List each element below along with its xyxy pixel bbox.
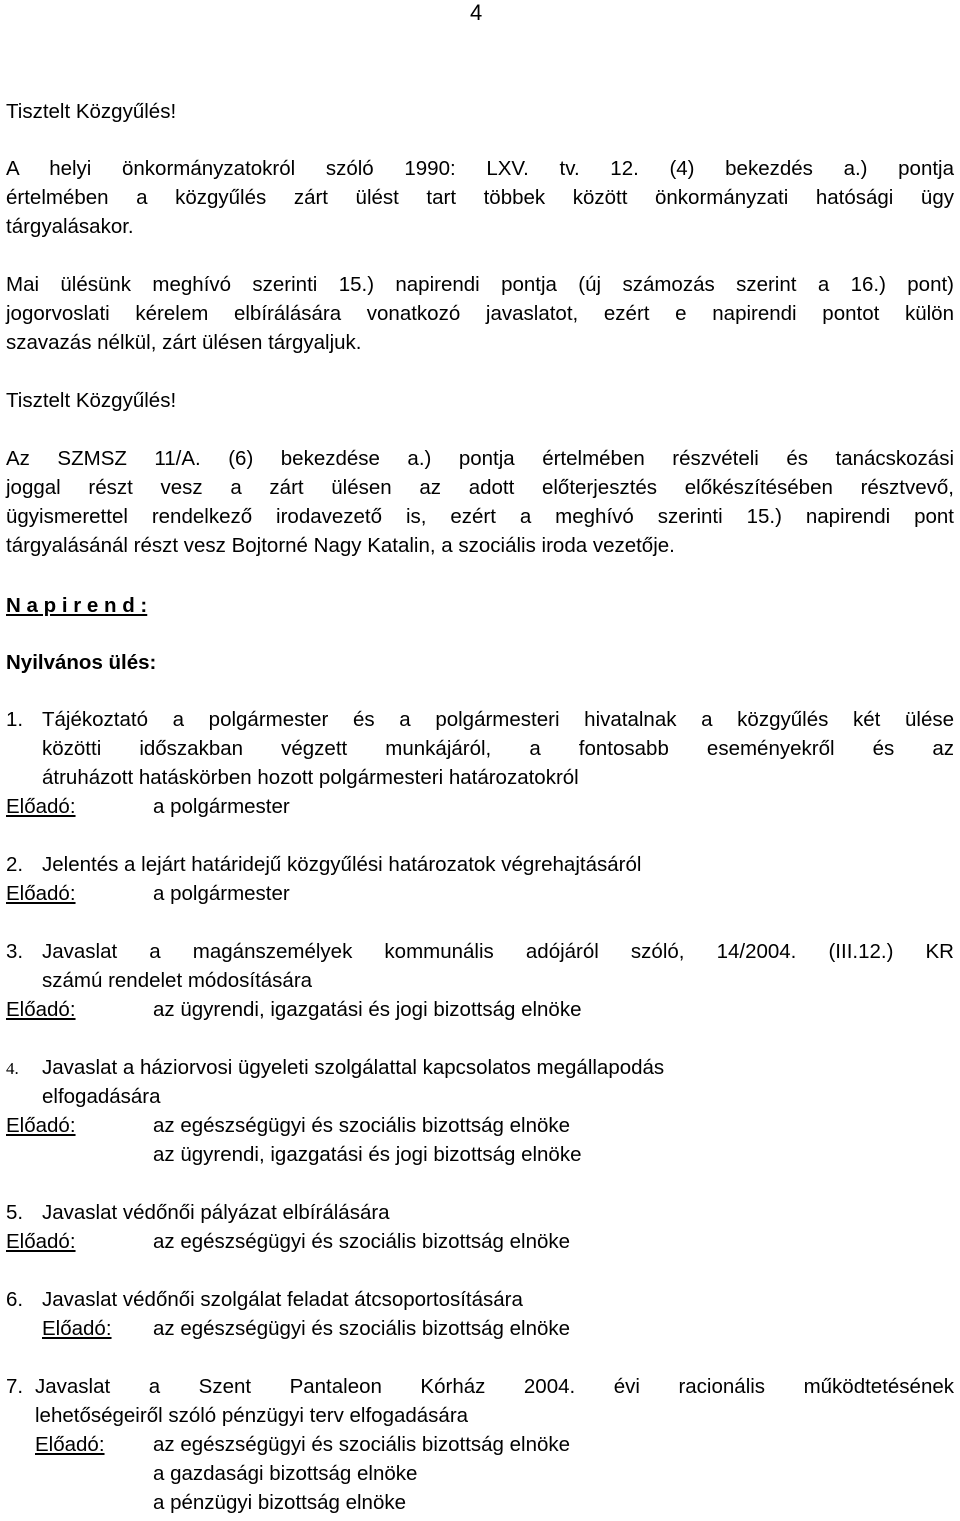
paragraph-line: A helyi önkormányzatokról szóló 1990: LXV. tv. 12. (4) bekezdés a.) pontja xyxy=(6,157,954,180)
item-number: 3. xyxy=(6,940,24,963)
presenter-name: az ügyrendi, igazgatási és jogi bizottság elnöke xyxy=(153,1143,582,1166)
presenter-name: az egészségügyi és szociális bizottság elnöke xyxy=(153,1433,571,1456)
paragraph-line: joggal részt vesz a zárt ülésen az adott előterjesztés előkészítésében résztvevő, xyxy=(6,476,954,499)
presenter-name: az ügyrendi, igazgatási és jogi bizottság elnöke xyxy=(153,998,582,1021)
presenter-name: a polgármester xyxy=(153,882,290,905)
item-number: 7. xyxy=(6,1375,24,1398)
paragraph-line: szavazás nélkül, zárt ülésen tárgyaljuk. xyxy=(6,331,362,354)
presenter-label: Előadó: xyxy=(6,998,76,1021)
presenter-label: Előadó: xyxy=(35,1433,105,1456)
item-number: 6. xyxy=(6,1288,24,1311)
item-line: Javaslat a Szent Pantaleon Kórház 2004. évi racionális működtetésének xyxy=(35,1375,954,1398)
item-number: 2. xyxy=(6,853,24,876)
item-number: 1. xyxy=(6,708,24,731)
presenter-label: Előadó: xyxy=(6,1114,76,1137)
item-line: átruházott hatáskörben hozott polgármesteri határozatokról xyxy=(42,766,579,789)
item-number: 4. xyxy=(6,1059,19,1078)
presenter-label: Előadó: xyxy=(6,882,76,905)
item-line: Javaslat a háziorvosi ügyeleti szolgálattal kapcsolatos megállapodás xyxy=(42,1056,665,1079)
item-line: számú rendelet módosítására xyxy=(42,969,313,992)
page-number: 4 xyxy=(470,0,483,25)
presenter-name: az egészségügyi és szociális bizottság elnöke xyxy=(153,1114,571,1137)
paragraph-line: tárgyalásánál részt vesz Bojtorné Nagy Katalin, a szociális iroda vezetője. xyxy=(6,534,675,557)
paragraph-line: Az SZMSZ 11/A. (6) bekezdése a.) pontja értelmében részvételi és tanácskozási xyxy=(6,447,954,470)
item-line: közötti időszakban végzett munkájáról, a fontosabb eseményekről és az xyxy=(42,737,954,760)
public-session-heading: Nyilvános ülés: xyxy=(6,651,157,674)
presenter-name: az egészségügyi és szociális bizottság elnöke xyxy=(153,1317,571,1340)
presenter-name: a pénzügyi bizottság elnöke xyxy=(153,1491,407,1514)
agenda-heading: N a p i r e n d : xyxy=(6,594,148,617)
greeting: Tisztelt Közgyűlés! xyxy=(6,100,177,123)
item-line: Tájékoztató a polgármester és a polgármesteri hivatalnak a közgyűlés két ülése xyxy=(42,708,954,731)
paragraph-line: jogorvoslati kérelem elbírálására vonatkozó javaslatot, ezért e napirendi pontot külön xyxy=(6,302,954,325)
presenter-label: Előadó: xyxy=(6,1230,76,1253)
item-line: Javaslat védőnői pályázat elbírálására xyxy=(42,1201,390,1224)
presenter-name: az egészségügyi és szociális bizottság elnöke xyxy=(153,1230,571,1253)
paragraph-line: ügyismerettel rendelkező irodavezető is, ezért a meghívó szerinti 15.) napirendi pont xyxy=(6,505,954,528)
greeting: Tisztelt Közgyűlés! xyxy=(6,389,177,412)
presenter-label: Előadó: xyxy=(6,795,76,818)
presenter-label: Előadó: xyxy=(42,1317,112,1340)
presenter-name: a polgármester xyxy=(153,795,290,818)
presenter-name: a gazdasági bizottság elnöke xyxy=(153,1462,418,1485)
item-line: Javaslat védőnői szolgálat feladat átcsoportosítására xyxy=(42,1288,523,1311)
item-line: elfogadására xyxy=(42,1085,161,1108)
paragraph-line: Mai ülésünk meghívó szerinti 15.) napirendi pontja (új számozás szerint a 16.) pont) xyxy=(6,273,954,296)
paragraph-line: értelmében a közgyűlés zárt ülést tart többek között önkormányzati hatósági ügy xyxy=(6,186,954,209)
item-line: Jelentés a lejárt határidejű közgyűlési határozatok végrehajtásáról xyxy=(42,853,642,876)
item-line: lehetőségeiről szóló pénzügyi terv elfogadására xyxy=(35,1404,469,1427)
item-line: Javaslat a magánszemélyek kommunális adójáról szóló, 14/2004. (III.12.) KR xyxy=(42,940,954,963)
paragraph-line: tárgyalásakor. xyxy=(6,215,134,238)
item-number: 5. xyxy=(6,1201,24,1224)
